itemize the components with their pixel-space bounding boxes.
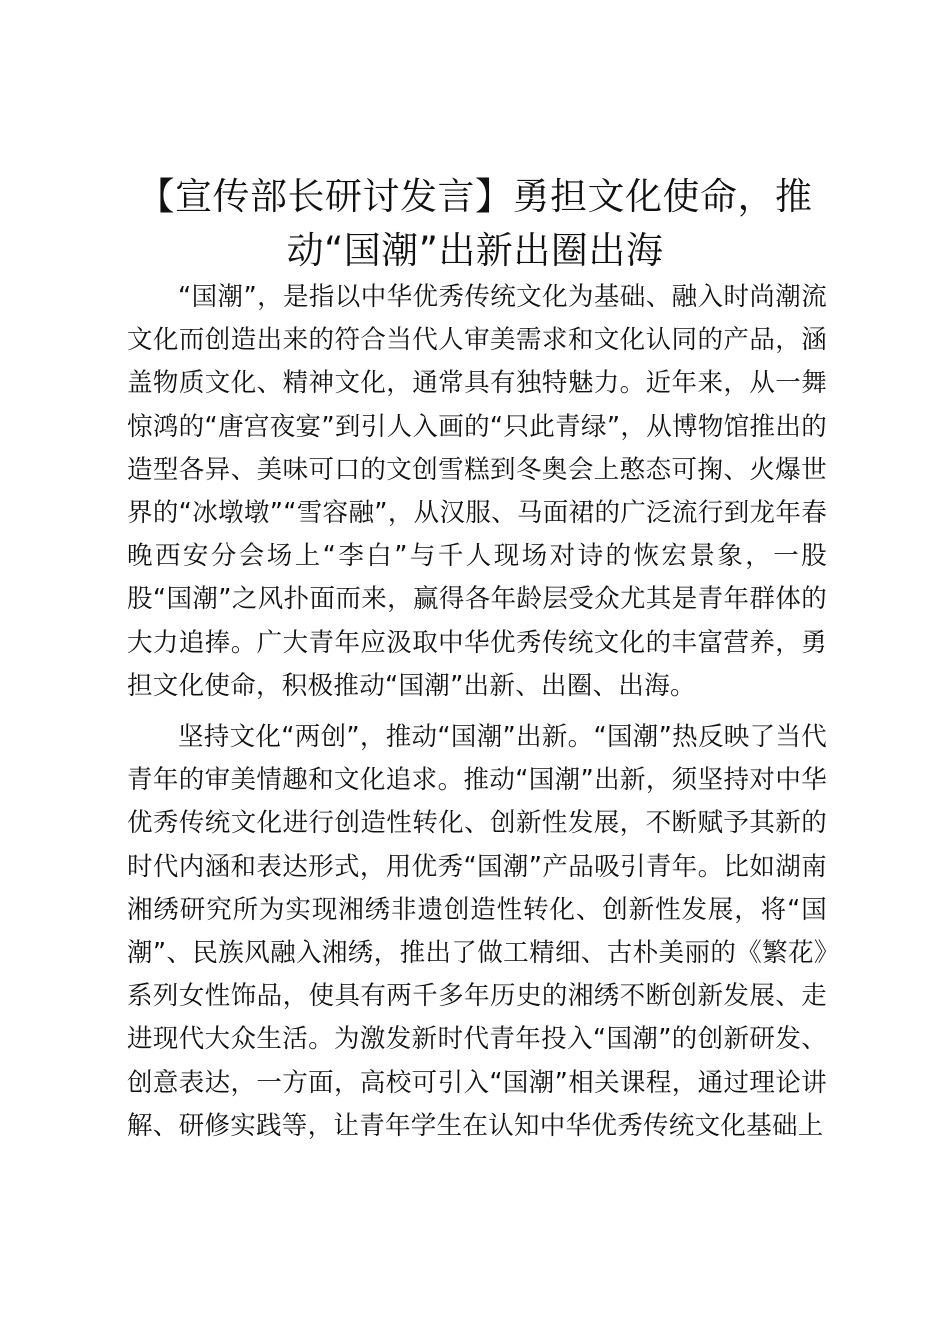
paragraph-1: “国潮”，是指以中华优秀传统文化为基础、融入时尚潮流文化而创造出来的符合当代人审美需求和文化认同的产品，涵盖物质文化、精神文化，通常具有独特魅力。近年来，从一舞惊鸿的“唐宫夜宴”到引人入画的“只此青绿”，从博物馆推出的造型各异、美味可口的文创雪糕到冬奥会上憨态可掬、火爆世界的“冰墩墩”“雪容融”，从汉服、马面裙的广泛流行到龙年春晚西安分会场上“李白”与千人现场对诗的恢宏景象，一股股“国潮”之风扑面而来，赢得各年龄层受众尤其是青年群体的大力追捧。广大青年应汲取中华优秀传统文化的丰富营养，勇担文化使命，积极推动“国潮”出新、出圈、出海。	[127, 282, 827, 701]
document-body	[127, 276, 827, 1156]
paragraph-2: 坚持文化“两创”，推动“国潮”出新。“国潮”热反映了当代青年的审美情趣和文化追求。推动“国潮”出新，须坚持对中华优秀传统文化进行创造性转化、创新性发展，不断赋予其新的时代内涵和表达形式，用优秀“国潮”产品吸引青年。比如湖南湘绣研究所为实现湘绣非遗创造性转化、创新性发展，将“国潮”、民族风融入湘绣，推出了做工精细、古朴美丽的《繁花》系列女性饰品，使具有两千多年历史的湘绣不断创新发展、走进现代大众生活。为激发新时代青年投入“国潮”的创新研发、创意表达，一方面，高校可引入“国潮”相关课程，通过理论讲解、研修实践等，让青年学生在认知中华优秀传统文化基础上	[127, 722, 827, 1141]
document-title: 【宣传部长研讨发言】勇担文化使命，推动“国潮”出新出圈出海	[137, 175, 813, 272]
